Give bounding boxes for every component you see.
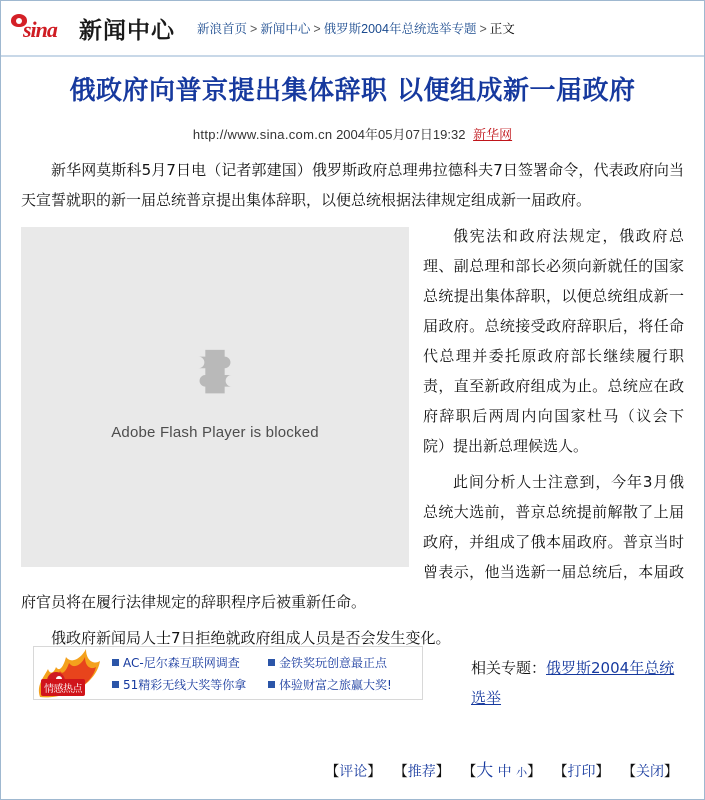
ad-link-label: 体验财富之旅赢大奖! — [279, 677, 392, 692]
article-footer-toolbar — [1, 756, 704, 781]
article-source-link[interactable]: 新华网 — [473, 126, 513, 142]
bracket-open: 【 — [325, 764, 340, 780]
breadcrumb — [197, 17, 515, 39]
site-name: 新闻中心 — [79, 17, 175, 44]
font-size-medium-link[interactable]: 中 — [497, 764, 512, 780]
ad-banner[interactable] — [33, 646, 423, 700]
article-paragraph: 新华网莫斯科5月7日电（记者郭建国）俄罗斯政府总理弗拉德科夫7日签署命令，代表政府向当天宣誓就职的新一届总统普京提出集体辞职，以便总统根据法律规定组成新一届政府。 — [21, 160, 684, 209]
site-url: http://www.sina.com.cn — [192, 126, 333, 142]
bracket-close: 】 — [595, 764, 610, 780]
font-size-large-link[interactable]: 大 — [476, 761, 494, 781]
breadcrumb-separator: > — [313, 22, 321, 37]
ad-link-label: AC-尼尔森互联网调查 — [123, 655, 240, 670]
bracket-open: 【 — [462, 764, 477, 780]
ad-link-label: 金铁奖玩创意最正点 — [279, 655, 388, 670]
square-bullet-icon — [112, 659, 119, 666]
print-link[interactable]: 打印 — [567, 764, 596, 780]
bracket-close: 】 — [435, 764, 450, 780]
bracket-open: 【 — [553, 764, 568, 780]
related-topic-label: 相关专题： — [471, 659, 547, 677]
close-group — [622, 761, 678, 781]
bracket-open: 【 — [622, 764, 636, 780]
site-header — [1, 1, 704, 57]
recommend-group — [394, 761, 450, 781]
related-topic — [471, 653, 681, 713]
breadcrumb-item-topic[interactable]: 俄罗斯2004年总统选举专题 — [323, 22, 477, 37]
square-bullet-icon — [268, 659, 275, 666]
ad-link-item[interactable] — [112, 676, 260, 693]
ad-link-grid — [110, 650, 422, 697]
bracket-close: 】 — [367, 764, 382, 780]
square-bullet-icon — [268, 681, 275, 688]
breadcrumb-item-home[interactable]: 新浪首页 — [197, 22, 248, 37]
flash-player-placeholder[interactable] — [21, 227, 409, 567]
breadcrumb-separator: > — [479, 22, 487, 37]
article-paragraph: 俄宪法和政府法规定，俄政府总理、副总理和部长必须向新就任的国家总统提出集体辞职，以便总统组成新一届政府。总统接受政府辞职后，将任命代总理并委托原政府部长继续履行职责，直至新政府组成为止。总统应在政府辞职后两周内向国家杜马（议会下院）提出新总理候选人。 — [423, 226, 684, 455]
print-group — [554, 761, 610, 781]
flash-blocked-label: Adobe Flash Player is blocked — [111, 423, 319, 441]
ad-badge-label: 情感热点 — [41, 679, 85, 696]
bracket-close: 】 — [664, 764, 678, 780]
font-size-group — [462, 756, 541, 781]
close-link[interactable]: 关闭 — [636, 764, 664, 780]
article-meta — [1, 124, 704, 143]
article-body — [21, 155, 684, 659]
puzzle-piece-icon — [184, 346, 246, 404]
flash-placeholder-inner — [21, 346, 409, 448]
sina-logo[interactable] — [7, 10, 69, 46]
bracket-open: 【 — [393, 764, 408, 780]
breadcrumb-separator: > — [250, 22, 258, 37]
breadcrumb-item-news-center[interactable]: 新闻中心 — [260, 22, 311, 37]
title-area — [1, 57, 704, 110]
page-title: 俄政府向普京提出集体辞职 以便组成新一届政府 — [69, 76, 636, 106]
article-paragraph: 俄政府新闻局人士7日拒绝就政府组成人员是否会发生变化。 — [51, 628, 451, 647]
comment-link[interactable]: 评论 — [339, 764, 368, 780]
ad-link-item[interactable] — [268, 676, 416, 693]
recommend-link[interactable]: 推荐 — [407, 764, 436, 780]
bracket-close: 】 — [527, 764, 542, 780]
related-topic-link[interactable]: 俄罗斯2004年总统选举 — [471, 659, 675, 707]
sina-wordmark: sina — [23, 17, 57, 42]
breadcrumb-item-current: 正文 — [489, 22, 515, 37]
ad-link-item[interactable] — [112, 654, 260, 671]
flame-logo-icon — [34, 647, 110, 699]
article-paragraph: 此间分析人士注意到，今年3月俄总统大选前，普京总统提前解散了上届政府，并组成了俄本届政府。普京当时曾表示，他当选新一届总统后，本届政府官员将在履行法律规定的辞职程序后被重新任命。 — [21, 472, 684, 611]
font-size-small-link[interactable]: 小 — [516, 766, 528, 779]
ad-link-label: 51精彩无线大奖等你拿 — [123, 677, 247, 692]
square-bullet-icon — [112, 681, 119, 688]
ad-link-item[interactable] — [268, 654, 416, 671]
publish-datetime: 2004年05月07日19:32 — [336, 126, 466, 142]
comment-group — [325, 761, 381, 781]
